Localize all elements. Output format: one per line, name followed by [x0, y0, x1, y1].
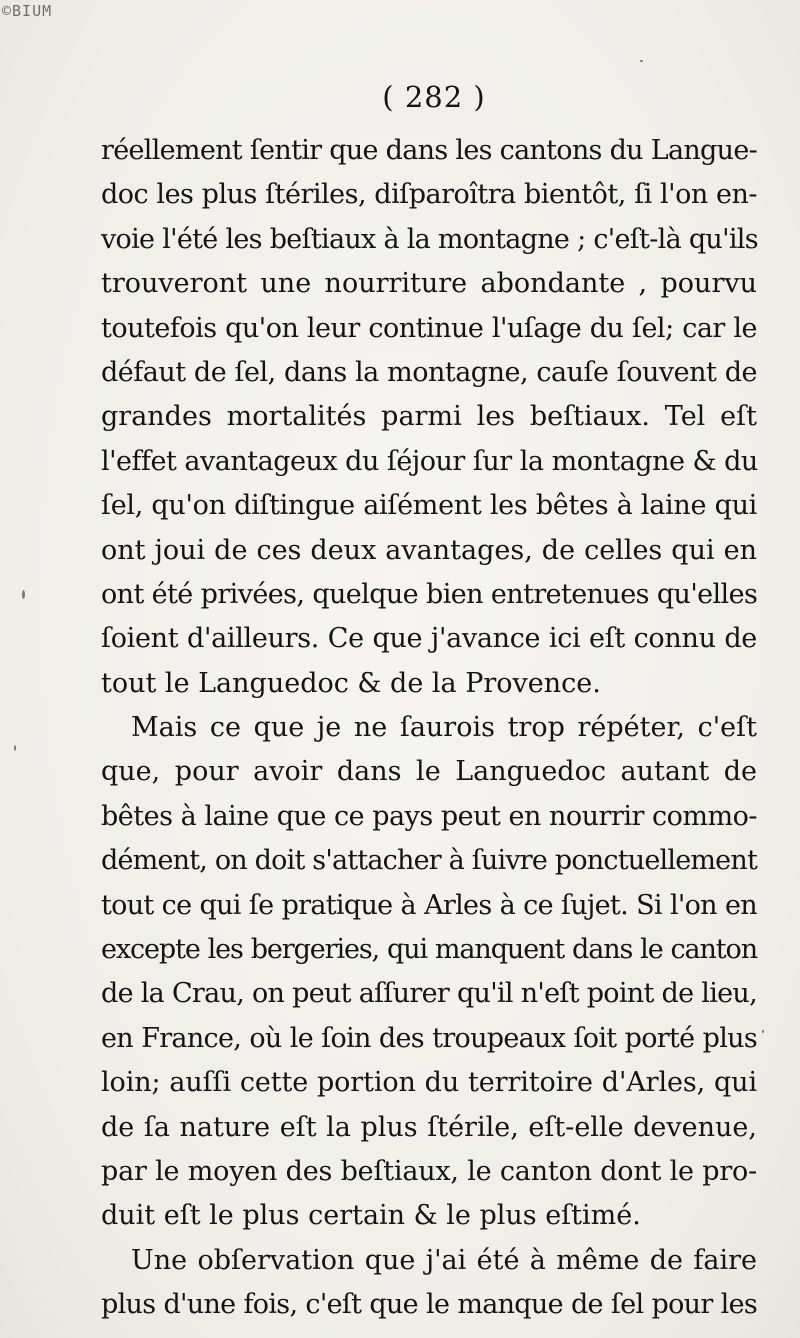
text-line: grandes mortalités parmi les beſtiaux. Tel eſt — [101, 401, 757, 433]
text-line: toutefois qu'on leur continue l'uſage du ſel; car le — [101, 312, 757, 344]
text-line: excepte les bergeries, qui manquent dans le canton — [101, 934, 757, 966]
text-line: Mais ce que je ne ſaurois trop répéter, c'eſt — [131, 712, 757, 744]
text-line: par le moyen des beſtiaux, le canton dont le pro- — [101, 1155, 757, 1187]
paper-speck — [14, 745, 16, 751]
text-line: réellement ſentir que dans les cantons du Langue- — [101, 135, 758, 166]
page-number: ( 282 ) — [382, 80, 486, 114]
paper-speck — [762, 1030, 764, 1033]
text-line: en France, où le ſoin des troupeaux ſoit porté plus — [101, 1022, 757, 1054]
text-line: plus d'une fois, c'eſt que le manque de ſel pour les — [101, 1289, 757, 1321]
paper-speck — [22, 590, 25, 599]
watermark: ©BIUM — [2, 2, 53, 20]
text-line: de la Crau, on peut aſſurer qu'il n'eſt point de lieu, — [101, 978, 757, 1010]
paragraph-1 — [101, 129, 757, 706]
text-line: tout le Languedoc & de la Provence. — [101, 667, 601, 699]
text-line: loin; auſſi cette portion du territoire d'Arles, qui — [101, 1067, 757, 1099]
text-line: voie l'été les beſtiaux à la montagne ; c'eſt-là qu'ils — [101, 223, 758, 255]
text-line: tout ce qui ſe pratique à Arles à ce ſujet. Si l'on en — [101, 889, 757, 921]
text-line: bêtes à laine que ce pays peut en nourrir commo- — [101, 800, 757, 832]
text-line: l'effet avantageux du ſéjour ſur la montagne & du — [101, 445, 758, 477]
text-line: ont été privées, quelque bien entretenues qu'elles — [101, 578, 758, 610]
text-line: ont joui de ces deux avantages, de celles qui en — [101, 534, 757, 566]
paragraph-2 — [101, 706, 757, 1239]
text-line: que, pour avoir dans le Languedoc autant de — [101, 756, 757, 788]
text-line: ſel, qu'on diſtingue aiſément les bêtes à laine qui — [101, 490, 757, 522]
text-line: trouveront une nourriture abondante , pourvu — [101, 268, 757, 300]
text-line: doc les plus ſtériles, diſparoîtra bientôt, ſi l'on en- — [101, 179, 757, 211]
paragraph-3 — [101, 1239, 757, 1328]
body-text — [101, 129, 757, 1328]
text-line: dément, on doit s'attacher à ſuivre ponctuellement — [101, 845, 757, 877]
text-line: duit eſt le plus certain & le plus eſtimé. — [101, 1200, 641, 1232]
paper-speck — [640, 60, 643, 62]
text-line: de ſa nature eſt la plus ſtérile, eſt-elle devenue, — [101, 1111, 757, 1143]
text-line: défaut de ſel, dans la montagne, cauſe ſouvent de — [101, 356, 757, 388]
text-line: Une obſervation que j'ai été à même de faire — [131, 1244, 757, 1276]
text-line: ſoient d'ailleurs. Ce que j'avance ici eſt connu de — [101, 623, 757, 655]
